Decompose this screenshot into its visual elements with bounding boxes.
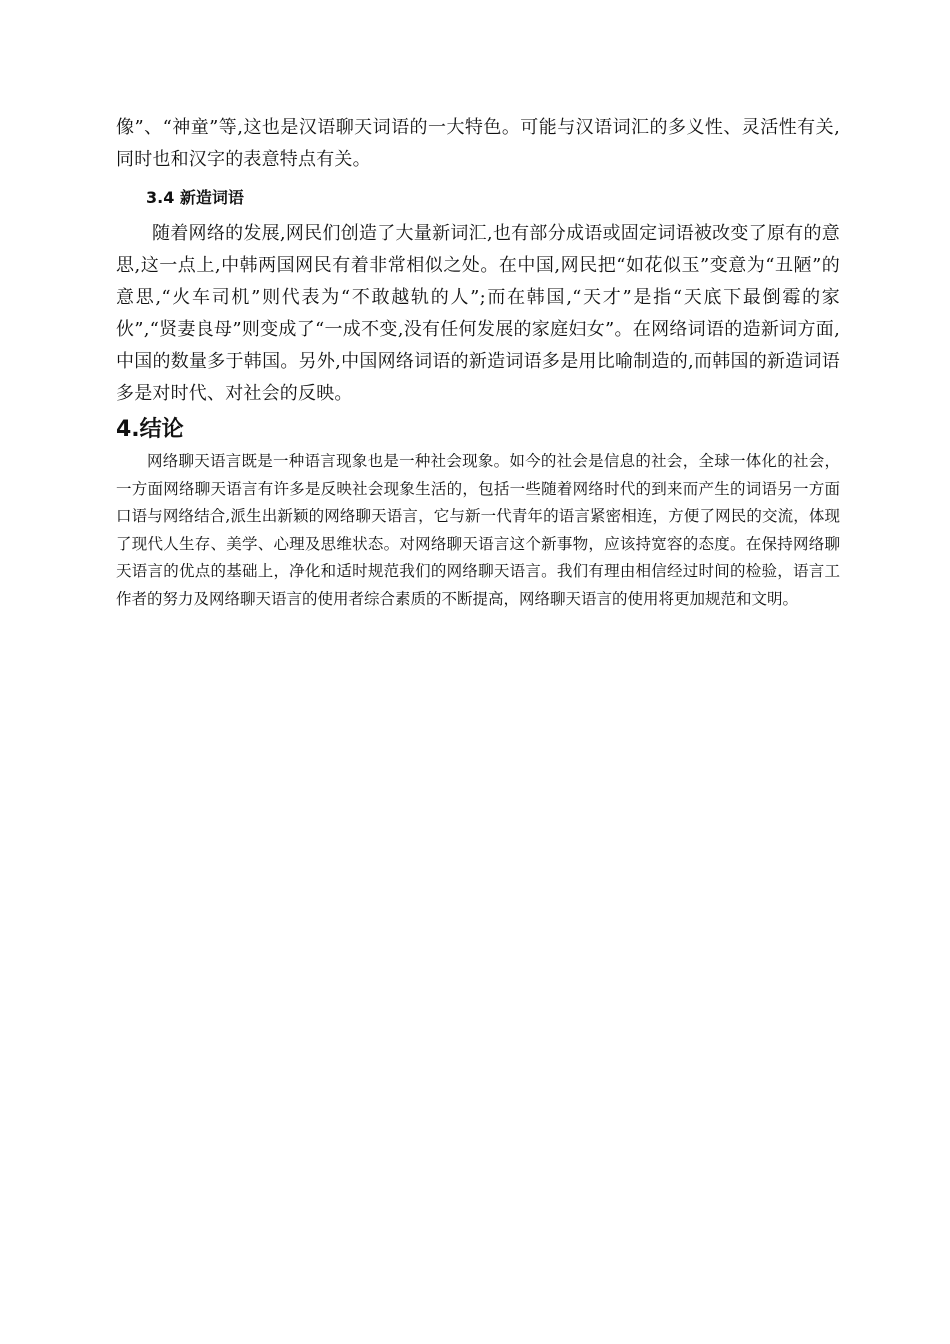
- section-3-4-heading: 3.4 新造词语: [146, 188, 244, 207]
- section-4-heading: 4.结论: [116, 417, 184, 442]
- continuation-paragraph: 像”、“神童”等,这也是汉语聊天词语的一大特色。可能与汉语词汇的多义性、灵活性有关,同时也和汉字的表意特点有关。: [116, 117, 840, 170]
- conclusion-paragraph: 网络聊天语言既是一种语言现象也是一种社会现象。如今的社会是信息的社会，全球一体化的社会，一方面网络聊天语言有许多是反映社会现象生活的，包括一些随着网络时代的到来而产生的词语另一方面口语与网络结合,派生出新颖的网络聊天语言，它与新一代青年的语言紧密相连，方便了网民的交流，体现了现代人生存、美学、心理及思维状态。对网络聊天语言这个新事物，应该持宽容的态度。在保持网络聊天语言的优点的基础上，净化和适时规范我们的网络聊天语言。我们有理由相信经过时间的检验，语言工作者的努力及网络聊天语言的使用者综合素质的不断提高，网络聊天语言的使用将更加规范和文明。: [116, 452, 840, 608]
- section-3-4-paragraph: 随着网络的发展,网民们创造了大量新词汇,也有部分成语或固定词语被改变了原有的意思,这一点上,中韩两国网民有着非常相似之处。在中国,网民把“如花似玉”变意为“丑陋”的意思,“火车司机”则代表为“不敢越轨的人”;而在韩国,“天才”是指“天底下最倒霉的家伙”,“贤妻良母”则变成了“一成不变,没有任何发展的家庭妇女”。在网络词语的造新词方面,中国的数量多于韩国。另外,中国网络词语的新造词语多是用比喻制造的,而韩国的新造词语多是对时代、对社会的反映。: [116, 223, 840, 404]
- page-content: [116, 112, 840, 613]
